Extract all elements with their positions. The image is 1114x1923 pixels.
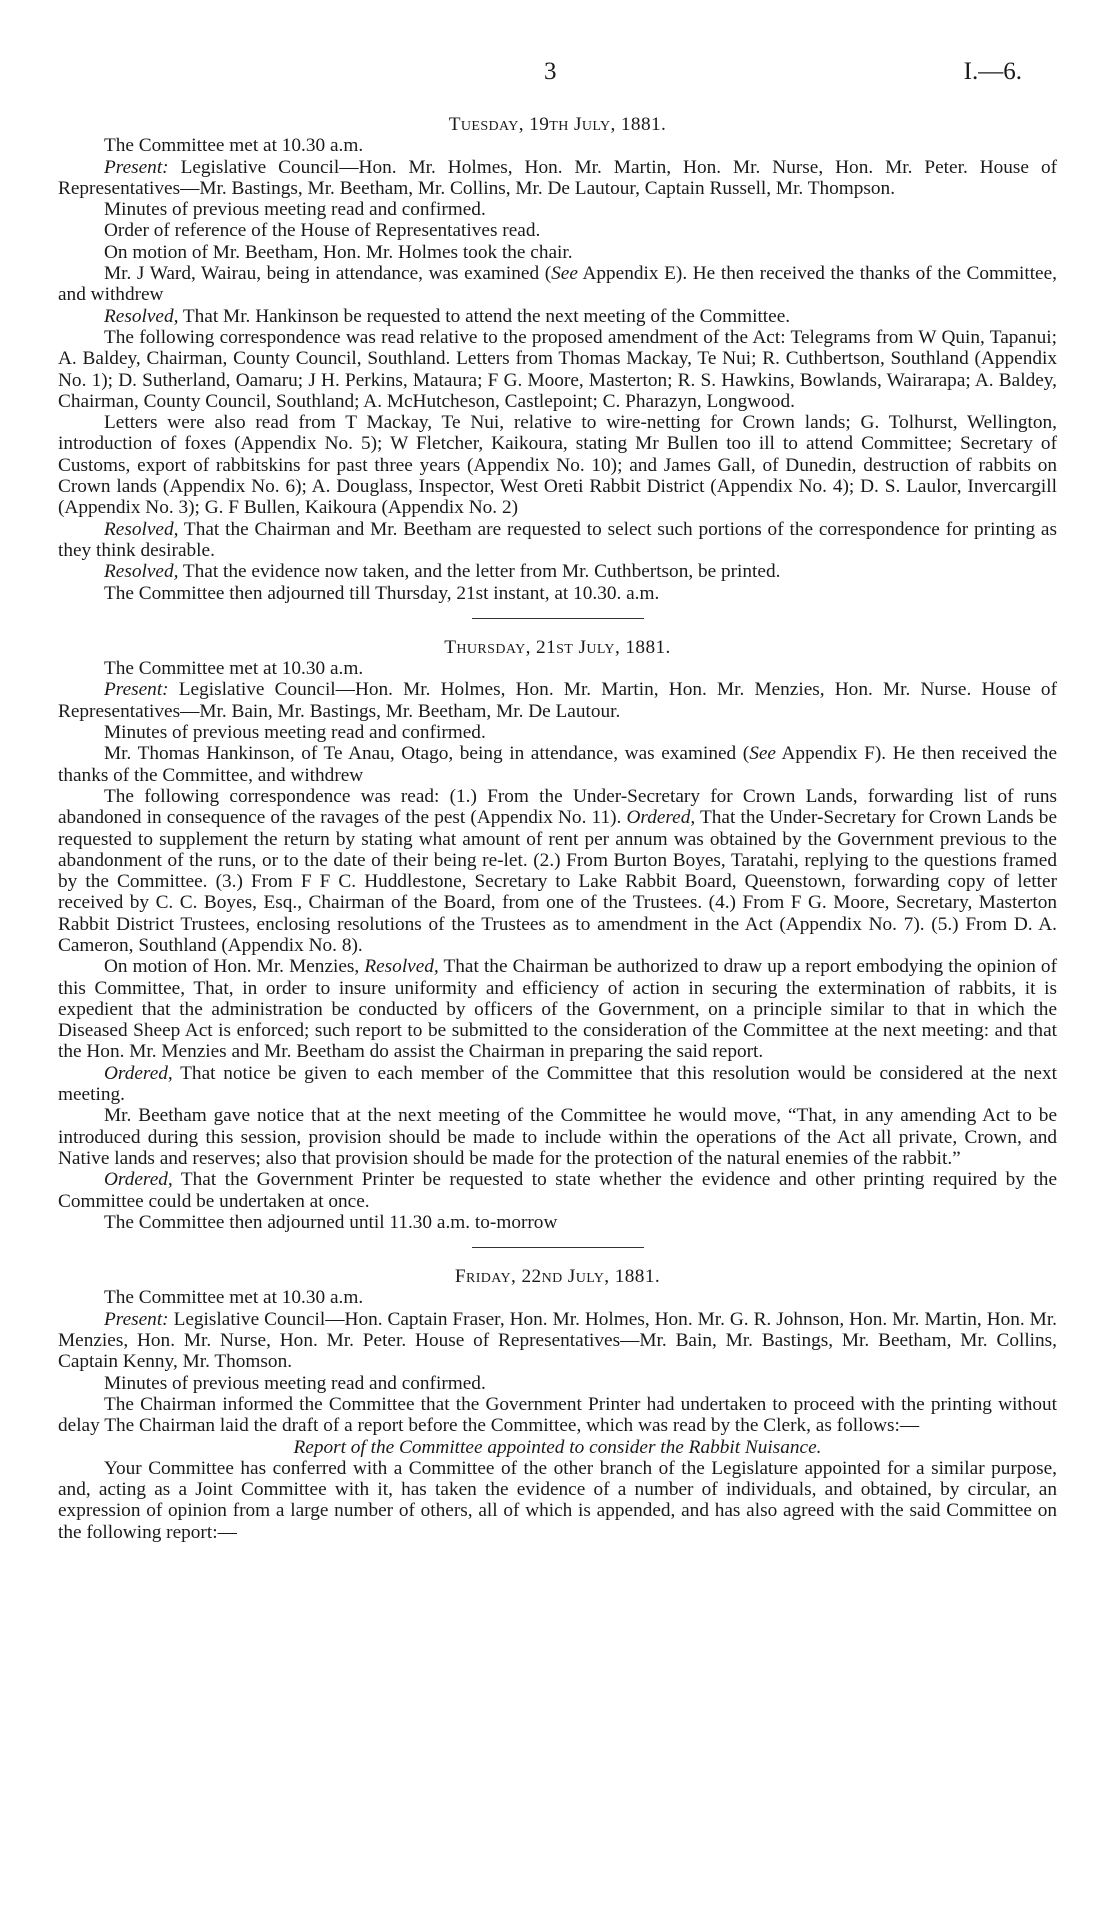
- present-text: Legislative Council—Hon. Captain Fraser, Hon. Mr. Holmes, Hon. Mr. G. R. Johnson, Hon. Mr. Martin, Hon. Mr. Menzies, Hon. Mr. Nurse, Hon. Mr. Peter. House of Representatives—Mr. Bain, Mr. Bastings, Mr. Beetham, Mr. Collins, Captain Kenny, Mr. Thomson.: [58, 1308, 1057, 1373]
- text-run: The following correspondence was read: (1.) From the Under-Secretary for Crown Lands, forwarding list of runs abandoned in consequence of the ravages of the pest (Appendix No. 11).: [58, 785, 1057, 829]
- text-run: Appendix E). He then received the thanks of the Committee, and withdrew: [58, 263, 1057, 306]
- order-paragraph: [58, 1169, 1057, 1212]
- text-run: That the Chairman be authorized to draw up a report embodying the opinion of this Committee, That, in order to insure uniformity and efficiency of action in securing the extermination of rabbits, it is expedient that the administration be conducted by officers of the Government, on a principle similar to that in which the Diseased Sheep Act is enforced; such report to be submitted to the consideration of the Committee at the next meeting: and that the Hon. Mr. Menzies and Mr. Beetham do assist the Chairman in preparing the said report.: [58, 956, 1057, 1063]
- text-run: That Mr. Hankinson be requested to attend the next meeting of the Committee.: [178, 305, 791, 327]
- text-run: That the evidence now taken, and the letter from Mr. Cuthbertson, be printed.: [178, 561, 781, 583]
- see-italic: See: [749, 743, 776, 765]
- meeting-time: The Committee met at 10.30 a.m.: [104, 1287, 364, 1309]
- order-paragraph: [58, 1063, 1057, 1106]
- present-paragraph: [58, 157, 1057, 200]
- present-paragraph: [58, 679, 1057, 722]
- session-date: Tuesday, 19th July, 1881.: [448, 114, 667, 135]
- present-text: Legislative Council—Hon. Mr. Holmes, Hon. Mr. Martin, Hon. Mr. Menzies, Hon. Mr. Nurse. House of Representatives—Mr. Bain, Mr. Bastings, Mr. Beetham, Mr. De Lautour.: [58, 679, 1057, 722]
- chairman-paragraph: The Chairman informed the Committee that the Government Printer had undertaken to proceed with the printing without delay The Chairman laid the draft of a report before the Committee, which was read by the Clerk, as follows:—: [58, 1393, 1057, 1437]
- present-label: Present:: [104, 156, 169, 178]
- text-run: That notice be given to each member of the Committee that this resolution would be considered at the next meeting.: [58, 1062, 1057, 1106]
- examination-paragraph: [58, 743, 1057, 786]
- notice-paragraph: Mr. Beetham gave notice that at the next meeting of the Committee he would move, “That, in any amending Act to be introduced during this session, provision should be made to include within the operations of the Act all private, Crown, and Native lands and reserves; also that provision should be made for the protection of the natural enemies of the rabbit.”: [58, 1105, 1057, 1169]
- see-italic: See: [551, 263, 578, 285]
- text-run: Appendix F). He then received the thanks of the Committee, and withdrew: [58, 743, 1058, 786]
- order-paragraph: Order of reference of the House of Representatives read.: [104, 220, 541, 242]
- ordered-label: Ordered,: [104, 1169, 173, 1191]
- adjournment-paragraph: The Committee then adjourned till Thursday, 21st instant, at 10.30. a.m.: [104, 582, 660, 604]
- session-date: Thursday, 21st July, 1881.: [444, 636, 671, 658]
- ordered-label: Ordered,: [626, 807, 696, 829]
- minutes-paragraph: Minutes of previous meeting read and confirmed.: [104, 1372, 486, 1394]
- report-paragraph: Your Committee has conferred with a Committee of the other branch of the Legislature appointed for a similar purpose, and, acting as a Joint Committee with it, has taken the evidence of a number of individuals, and obtained, by circular, an expression of opinion from a large number of others, all of which is appended, and has also agreed with the said Committee on the following report:—: [58, 1457, 1057, 1543]
- section-divider: [472, 618, 644, 619]
- text-run: Mr. J Ward, Wairau, being in attendance, was examined (: [104, 263, 552, 285]
- chair-paragraph: On motion of Mr. Beetham, Hon. Mr. Holmes took the chair.: [104, 241, 573, 263]
- page-number: 3: [544, 58, 557, 85]
- document-body: [58, 112, 1057, 1543]
- resolved-label: Resolved,: [104, 305, 179, 327]
- resolved-label: Resolved,: [104, 518, 179, 540]
- text-run: That the Under-Secretary for Crown Lands be requested to supplement the return by stating what amount of rent per annum was obtained by the Government previous to the abandonment of the runs, or to the date of their being re-let. (2.) From Burton Boyes, Taratahi, replying to the questions framed by the Committee. (3.) From F F C. Huddlestone, Secretary to Lake Rabbit Board, Queenstown, forwarding copy of letter received by C. C. Boyes, Esq., Chairman of the Board, from one of the Trustees. (4.) From F G. Moore, Secretary, Masterton Rabbit District Trustees, enclosing resolutions of the Trustees as to amendment in the Act (Appendix No. 7). (5.) From D. A. Cameron, Southland (Appendix No. 8).: [58, 807, 1057, 956]
- text-run: That the Government Printer be requested to state whether the evidence and other printing required by the Committee could be undertaken at once.: [58, 1169, 1057, 1212]
- minutes-paragraph: Minutes of previous meeting read and confirmed.: [104, 199, 486, 221]
- ordered-label: Ordered,: [104, 1062, 173, 1084]
- text-run: That the Chairman and Mr. Beetham are requested to select such portions of the correspondence for printing as they think desirable.: [58, 518, 1057, 561]
- resolved-label: Resolved,: [104, 561, 179, 583]
- report-title: Report of the Committee appointed to consider the Rabbit Nuisance.: [293, 1436, 822, 1458]
- document-reference: I.—6.: [963, 58, 1022, 85]
- examination-paragraph: [58, 263, 1057, 306]
- correspondence-paragraph: [58, 786, 1057, 956]
- meeting-time: The Committee met at 10.30 a.m.: [104, 658, 364, 680]
- motion-paragraph: [58, 956, 1057, 1062]
- text-run: Mr. Thomas Hankinson, of Te Anau, Otago, being in attendance, was examined (: [104, 743, 750, 765]
- present-label: Present:: [104, 679, 169, 701]
- correspondence-paragraph: The following correspondence was read relative to the proposed amendment of the Act: Telegrams from W Quin, Tapanui; A. Baldey, Chairman, County Council, Southland. Letters from Thomas Mackay, Te Nui; R. Cuthbertson, Southland (Appendix No. 1); D. Sutherland, Oamaru; J H. Perkins, Mataura; F G. Moore, Masterton; R. S. Hawkins, Bowlands, Wairarapa; A. Baldey, Chairman, County Council, Southland; A. McHutcheson, Castlepoint; C. Pharazyn, Longwood.: [58, 326, 1057, 412]
- resolved-label: Resolved,: [364, 956, 439, 978]
- present-paragraph: [58, 1309, 1057, 1373]
- meeting-time: The Committee met at 10.30 a.m.: [104, 135, 364, 157]
- section-divider: [472, 1247, 644, 1248]
- resolution-paragraph: [58, 519, 1057, 562]
- resolution-paragraph: [58, 306, 1057, 327]
- present-text: Legislative Council—Hon. Mr. Holmes, Hon. Mr. Martin, Hon. Mr. Nurse, Hon. Mr. Peter. House of Representatives—Mr. Bastings, Mr. Beetham, Mr. Collins, Mr. De Lautour, Captain Russell, Mr. Thompson.: [58, 156, 1057, 199]
- text-run: On motion of Hon. Mr. Menzies,: [104, 956, 365, 978]
- minutes-paragraph: Minutes of previous meeting read and confirmed.: [104, 722, 486, 744]
- adjournment-paragraph: The Committee then adjourned until 11.30 a.m. to-morrow: [104, 1211, 558, 1233]
- resolution-paragraph: [58, 561, 1057, 582]
- present-label: Present:: [104, 1308, 169, 1330]
- letters-paragraph: Letters were also read from T Mackay, Te Nui, relative to wire-netting for Crown lands; G. Tolhurst, Wellington, introduction of foxes (Appendix No. 5); W Fletcher, Kaikoura, stating Mr Bullen too ill to attend Committee; Secretary of Customs, export of rabbitskins for past three years (Appendix No. 10); and James Gall, of Dunedin, destruction of rabbits on Crown lands (Appendix No. 6); A. Douglass, Inspector, West Oreti Rabbit District (Appendix No. 4); D. S. Laulor, Invercargill (Appendix No. 3); G. F Bullen, Kaikoura (Appendix No. 2): [58, 412, 1057, 519]
- session-date: Friday, 22nd July, 1881.: [454, 1266, 661, 1288]
